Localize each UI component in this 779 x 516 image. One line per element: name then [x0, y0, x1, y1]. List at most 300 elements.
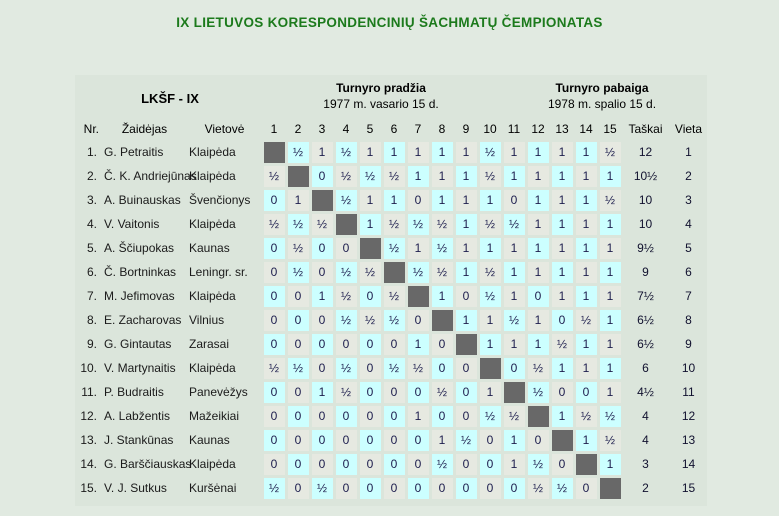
result-square: ½: [312, 214, 333, 235]
result-cell: [598, 380, 622, 404]
place-cell: 9: [685, 337, 692, 351]
player-city: Klaipėda: [189, 145, 236, 159]
result-square: ½: [504, 214, 525, 235]
result-square: 1: [576, 430, 597, 451]
result-cell: [550, 452, 574, 476]
result-square: 1: [480, 238, 501, 259]
result-cell: [454, 356, 478, 380]
result-square: 1: [528, 262, 549, 283]
place-cell: 5: [685, 241, 692, 255]
diagonal-cell: [358, 236, 382, 260]
result-square: 0: [384, 382, 405, 403]
result-cell: [454, 212, 478, 236]
result-square: 0: [384, 406, 405, 427]
result-square: ½: [576, 310, 597, 331]
result-cell: [574, 188, 598, 212]
result-square: ½: [600, 190, 621, 211]
result-cell: [310, 332, 334, 356]
diagonal-cell: [454, 332, 478, 356]
result-square: 0: [552, 454, 573, 475]
place-cell: 8: [685, 313, 692, 327]
result-square: 1: [456, 142, 477, 163]
result-cell: [358, 140, 382, 164]
result-square: ½: [432, 454, 453, 475]
result-cell: [502, 188, 526, 212]
result-cell: [526, 356, 550, 380]
diagonal-square: [384, 262, 405, 283]
result-cell: [286, 380, 310, 404]
result-square: 0: [384, 334, 405, 355]
result-square: ½: [480, 286, 501, 307]
result-square: 1: [480, 190, 501, 211]
result-square: 1: [456, 310, 477, 331]
result-square: 0: [312, 430, 333, 451]
result-cell: [550, 356, 574, 380]
result-square: 0: [504, 478, 525, 499]
result-square: 1: [552, 406, 573, 427]
result-square: ½: [384, 238, 405, 259]
result-cell: [526, 140, 550, 164]
result-cell: [262, 212, 286, 236]
result-square: 1: [360, 142, 381, 163]
result-square: ½: [408, 262, 429, 283]
result-square: 1: [528, 142, 549, 163]
result-cell: [526, 308, 550, 332]
result-square: 1: [528, 238, 549, 259]
result-cell: [382, 452, 406, 476]
result-cell: [574, 332, 598, 356]
result-cell: [334, 476, 358, 500]
result-cell: [358, 452, 382, 476]
result-cell: [526, 236, 550, 260]
result-cell: [334, 236, 358, 260]
result-cell: [526, 188, 550, 212]
result-square: 0: [336, 478, 357, 499]
result-square: ½: [264, 166, 285, 187]
result-square: 1: [552, 286, 573, 307]
result-square: ½: [288, 358, 309, 379]
diagonal-square: [456, 334, 477, 355]
result-cell: [598, 188, 622, 212]
result-cell: [334, 404, 358, 428]
column-header-round: 4: [342, 121, 350, 136]
result-cell: [286, 308, 310, 332]
result-square: 1: [552, 358, 573, 379]
result-square: 0: [504, 358, 525, 379]
result-square: 1: [456, 238, 477, 259]
player-name: A. Buinauskas: [104, 193, 181, 207]
player-name: J. Stankūnas: [104, 433, 174, 447]
result-square: 1: [504, 238, 525, 259]
result-cell: [382, 188, 406, 212]
result-cell: [502, 404, 526, 428]
points-cell: 4½: [637, 385, 654, 399]
result-square: 1: [360, 214, 381, 235]
result-square: 0: [288, 382, 309, 403]
result-square: 0: [480, 430, 501, 451]
result-square: 1: [504, 430, 525, 451]
result-cell: [262, 380, 286, 404]
result-cell: [430, 332, 454, 356]
diagonal-cell: [310, 188, 334, 212]
result-cell: [382, 236, 406, 260]
row-number: 12.: [80, 409, 97, 423]
result-cell: [310, 428, 334, 452]
result-square: 1: [552, 166, 573, 187]
result-square: 1: [432, 166, 453, 187]
result-cell: [358, 212, 382, 236]
result-cell: [310, 476, 334, 500]
federation-label: LKŠF - IX: [141, 90, 199, 106]
column-header-round: 15: [603, 121, 617, 136]
points-cell: 9: [642, 265, 649, 279]
result-cell: [334, 380, 358, 404]
column-header-points: Taškai: [628, 121, 663, 136]
result-square: ½: [336, 262, 357, 283]
row-number: 8.: [86, 313, 97, 327]
row-number: 13.: [80, 433, 97, 447]
result-cell: [550, 260, 574, 284]
result-cell: [454, 428, 478, 452]
result-cell: [286, 332, 310, 356]
result-square: 1: [600, 334, 621, 355]
result-cell: [286, 212, 310, 236]
result-square: 0: [432, 358, 453, 379]
points-cell: 7½: [637, 289, 654, 303]
diagonal-cell: [502, 380, 526, 404]
diagonal-square: [312, 190, 333, 211]
place-cell: 6: [685, 265, 692, 279]
player-name: Č. K. Andriejūnas: [104, 169, 197, 183]
result-square: ½: [336, 286, 357, 307]
result-cell: [358, 356, 382, 380]
diagonal-cell: [286, 164, 310, 188]
result-cell: [286, 188, 310, 212]
result-square: 0: [456, 286, 477, 307]
result-cell: [358, 476, 382, 500]
player-city: Zarasai: [189, 337, 230, 351]
result-cell: [358, 332, 382, 356]
result-square: 0: [480, 454, 501, 475]
result-square: ½: [336, 166, 357, 187]
result-cell: [310, 284, 334, 308]
result-square: 1: [552, 262, 573, 283]
result-cell: [502, 308, 526, 332]
result-square: 0: [360, 286, 381, 307]
points-cell: 2: [642, 481, 649, 495]
result-square: 0: [504, 190, 525, 211]
result-cell: [406, 188, 430, 212]
result-cell: [286, 404, 310, 428]
player-name: A. Ščiupokas: [104, 241, 175, 255]
result-square: 1: [504, 262, 525, 283]
result-square: 1: [288, 190, 309, 211]
result-cell: [598, 164, 622, 188]
result-square: 0: [336, 238, 357, 259]
result-square: ½: [480, 166, 501, 187]
result-cell: [598, 236, 622, 260]
result-square: 1: [408, 142, 429, 163]
result-cell: [310, 356, 334, 380]
start-label: Turnyro pradžia: [336, 81, 426, 95]
result-cell: [334, 428, 358, 452]
result-cell: [406, 356, 430, 380]
result-cell: [502, 284, 526, 308]
row-number: 15.: [80, 481, 97, 495]
result-cell: [526, 476, 550, 500]
result-cell: [262, 236, 286, 260]
result-cell: [286, 236, 310, 260]
diagonal-cell: [574, 452, 598, 476]
result-square: 1: [504, 142, 525, 163]
result-cell: [478, 308, 502, 332]
result-square: 0: [408, 382, 429, 403]
result-cell: [430, 428, 454, 452]
result-cell: [478, 140, 502, 164]
result-square: 0: [264, 238, 285, 259]
result-cell: [406, 164, 430, 188]
result-cell: [286, 140, 310, 164]
result-cell: [334, 140, 358, 164]
result-cell: [310, 404, 334, 428]
result-square: 1: [576, 142, 597, 163]
result-square: 1: [600, 358, 621, 379]
row-number: 2.: [86, 169, 97, 183]
result-cell: [286, 260, 310, 284]
result-square: 1: [408, 166, 429, 187]
result-square: ½: [312, 478, 333, 499]
result-square: 0: [408, 430, 429, 451]
result-square: 1: [600, 262, 621, 283]
result-cell: [574, 308, 598, 332]
place-cell: 13: [681, 433, 696, 447]
result-square: 1: [552, 214, 573, 235]
result-square: 1: [576, 214, 597, 235]
result-square: ½: [480, 142, 501, 163]
diagonal-square: [528, 406, 549, 427]
result-square: 1: [408, 238, 429, 259]
result-square: 0: [360, 334, 381, 355]
diagonal-square: [432, 310, 453, 331]
result-square: ½: [480, 406, 501, 427]
result-cell: [286, 428, 310, 452]
player-name: V. Martynaitis: [104, 361, 176, 375]
result-square: 0: [312, 238, 333, 259]
result-cell: [406, 404, 430, 428]
result-square: 0: [360, 454, 381, 475]
result-square: 1: [600, 166, 621, 187]
result-cell: [358, 188, 382, 212]
column-header-round: 11: [507, 121, 521, 136]
result-square: ½: [432, 214, 453, 235]
result-cell: [430, 188, 454, 212]
result-cell: [334, 284, 358, 308]
row-number: 5.: [86, 241, 97, 255]
column-header-round: 1: [270, 121, 278, 136]
result-cell: [406, 212, 430, 236]
row-number: 10.: [80, 361, 97, 375]
result-cell: [406, 260, 430, 284]
result-square: ½: [384, 358, 405, 379]
result-square: ½: [408, 214, 429, 235]
result-cell: [382, 212, 406, 236]
result-square: ½: [384, 166, 405, 187]
result-cell: [574, 284, 598, 308]
diagonal-cell: [430, 308, 454, 332]
result-square: ½: [408, 358, 429, 379]
result-square: 1: [480, 382, 501, 403]
result-square: 0: [288, 334, 309, 355]
result-cell: [550, 164, 574, 188]
result-square: 1: [456, 262, 477, 283]
points-cell: 4: [642, 433, 649, 447]
result-cell: [550, 284, 574, 308]
diagonal-square: [600, 478, 621, 499]
result-cell: [430, 140, 454, 164]
points-cell: 6: [642, 361, 649, 375]
diagonal-cell: [526, 404, 550, 428]
result-square: ½: [360, 262, 381, 283]
result-cell: [550, 212, 574, 236]
result-cell: [406, 332, 430, 356]
result-square: ½: [432, 382, 453, 403]
result-cell: [262, 308, 286, 332]
result-cell: [430, 236, 454, 260]
player-name: V. Vaitonis: [104, 217, 160, 231]
result-square: ½: [528, 478, 549, 499]
result-cell: [574, 428, 598, 452]
result-square: 1: [432, 142, 453, 163]
result-square: 1: [504, 166, 525, 187]
result-square: 1: [528, 190, 549, 211]
result-square: 0: [456, 406, 477, 427]
result-cell: [310, 164, 334, 188]
result-square: ½: [288, 238, 309, 259]
result-square: 1: [600, 286, 621, 307]
tournament-panel: [75, 75, 707, 506]
result-cell: [310, 140, 334, 164]
points-cell: 3: [642, 457, 649, 471]
result-cell: [454, 284, 478, 308]
result-square: 0: [312, 454, 333, 475]
diagonal-square: [360, 238, 381, 259]
result-cell: [430, 452, 454, 476]
result-cell: [454, 140, 478, 164]
start-date: 1977 m. vasario 15 d.: [323, 97, 439, 111]
row-number: 4.: [86, 217, 97, 231]
result-square: ½: [384, 214, 405, 235]
points-cell: 4: [642, 409, 649, 423]
result-cell: [550, 332, 574, 356]
place-cell: 11: [682, 385, 695, 399]
result-cell: [574, 236, 598, 260]
result-cell: [574, 212, 598, 236]
result-square: 1: [456, 190, 477, 211]
end-date: 1978 m. spalio 15 d.: [547, 97, 657, 111]
result-cell: [550, 188, 574, 212]
result-square: ½: [504, 406, 525, 427]
player-city: Vilnius: [189, 313, 225, 327]
result-cell: [406, 308, 430, 332]
result-cell: [454, 236, 478, 260]
result-square: ½: [480, 262, 501, 283]
result-cell: [574, 404, 598, 428]
result-square: 0: [336, 334, 357, 355]
result-cell: [502, 428, 526, 452]
result-cell: [502, 164, 526, 188]
result-cell: [430, 212, 454, 236]
diagonal-square: [288, 166, 309, 187]
diagonal-cell: [334, 212, 358, 236]
result-cell: [550, 236, 574, 260]
result-cell: [598, 332, 622, 356]
result-square: 1: [408, 334, 429, 355]
result-cell: [550, 140, 574, 164]
result-cell: [310, 380, 334, 404]
result-square: 0: [336, 454, 357, 475]
result-cell: [430, 260, 454, 284]
result-square: 1: [576, 166, 597, 187]
column-header-round: 7: [414, 121, 422, 136]
diagonal-square: [264, 142, 285, 163]
result-square: ½: [336, 190, 357, 211]
result-square: 0: [384, 454, 405, 475]
result-square: 1: [528, 310, 549, 331]
result-cell: [526, 260, 550, 284]
result-cell: [382, 380, 406, 404]
result-square: ½: [456, 430, 477, 451]
result-cell: [550, 380, 574, 404]
result-cell: [550, 404, 574, 428]
place-cell: 15: [681, 481, 696, 495]
column-header-round: 10: [483, 121, 497, 136]
result-square: ½: [528, 454, 549, 475]
result-cell: [262, 356, 286, 380]
result-square: ½: [336, 358, 357, 379]
result-square: ½: [288, 214, 309, 235]
result-cell: [478, 428, 502, 452]
result-square: 1: [456, 214, 477, 235]
player-city: Klaipėda: [189, 289, 236, 303]
result-cell: [334, 332, 358, 356]
result-square: 0: [288, 478, 309, 499]
result-cell: [310, 452, 334, 476]
result-square: 0: [264, 262, 285, 283]
points-cell: 10½: [633, 169, 658, 183]
result-square: 1: [432, 286, 453, 307]
column-header-city: Vietovė: [204, 121, 245, 136]
result-square: 0: [528, 286, 549, 307]
place-cell: 3: [685, 193, 692, 207]
result-cell: [382, 308, 406, 332]
result-square: 0: [408, 310, 429, 331]
result-cell: [574, 164, 598, 188]
column-header-round: 3: [318, 121, 326, 136]
result-cell: [478, 452, 502, 476]
result-cell: [526, 332, 550, 356]
result-cell: [358, 260, 382, 284]
result-square: 1: [384, 142, 405, 163]
place-cell: 4: [685, 217, 692, 231]
player-name: M. Jefimovas: [104, 289, 175, 303]
row-number: 9.: [86, 337, 97, 351]
result-cell: [406, 476, 430, 500]
result-square: 1: [576, 262, 597, 283]
player-city: Klaipėda: [189, 217, 236, 231]
result-square: ½: [264, 478, 285, 499]
result-square: 1: [552, 190, 573, 211]
result-cell: [454, 188, 478, 212]
